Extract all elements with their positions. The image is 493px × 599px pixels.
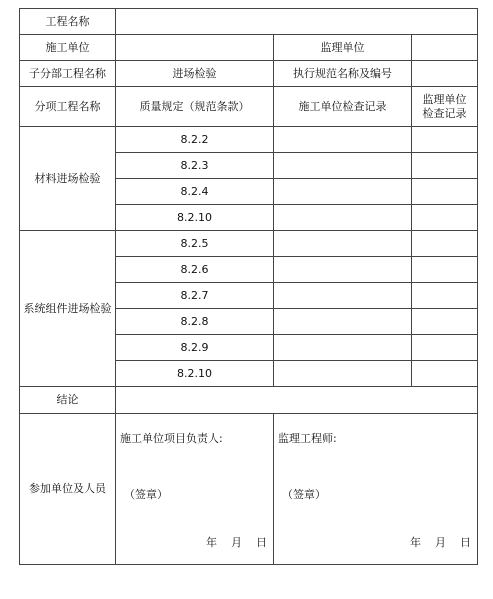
contractor-record-cell[interactable] [274, 283, 412, 309]
contractor-date [206, 536, 267, 550]
clause-cell: 8.2.2 [116, 127, 274, 153]
contractor-signature-cell[interactable] [116, 414, 274, 565]
supervisor-seal-label: （签章） [282, 488, 326, 501]
year-label: 年 [410, 536, 422, 549]
participants-label: 参加单位及人员 [20, 414, 116, 565]
supervisor-record-cell[interactable] [412, 361, 478, 387]
supervisor-engineer-label: 监理工程师: [278, 432, 337, 445]
contractor-record-cell[interactable] [274, 257, 412, 283]
clause-cell: 8.2.9 [116, 335, 274, 361]
supervisor-record-header [412, 87, 478, 127]
contractor-seal-label: （签章） [124, 488, 168, 501]
supervisor-signature-cell[interactable] [274, 414, 478, 565]
item-project-header: 分项工程名称 [20, 87, 116, 127]
day-label: 日 [460, 536, 472, 549]
conclusion-value[interactable] [116, 387, 478, 414]
quality-rule-header: 质量规定（规范条款） [116, 87, 274, 127]
conclusion-row [20, 387, 478, 414]
contractor-record-cell[interactable] [274, 127, 412, 153]
supervisor-record-cell[interactable] [412, 257, 478, 283]
contractor-record-cell[interactable] [274, 231, 412, 257]
supervisor-date [410, 536, 471, 550]
supervisor-unit-label: 监理单位 [274, 35, 412, 61]
inspection-record-form [19, 8, 478, 565]
clause-cell: 8.2.10 [116, 361, 274, 387]
project-name-value[interactable] [116, 9, 478, 35]
clause-cell: 8.2.7 [116, 283, 274, 309]
column-header-row [20, 87, 478, 127]
contractor-value[interactable] [116, 35, 274, 61]
table-row [20, 127, 478, 153]
form-body [20, 9, 478, 565]
signature-row [20, 414, 478, 565]
supervisor-record-cell[interactable] [412, 283, 478, 309]
clause-cell: 8.2.3 [116, 153, 274, 179]
clause-cell: 8.2.5 [116, 231, 274, 257]
supervisor-record-header-line1: 监理单位 [422, 92, 467, 106]
contractor-record-cell[interactable] [274, 179, 412, 205]
contractor-record-header: 施工单位检查记录 [274, 87, 412, 127]
clause-cell: 8.2.8 [116, 309, 274, 335]
conclusion-label: 结论 [20, 387, 116, 414]
supervisor-record-cell[interactable] [412, 127, 478, 153]
contractor-lead-label: 施工单位项目负责人: [120, 432, 223, 445]
supervisor-record-cell[interactable] [412, 231, 478, 257]
supervisor-record-cell[interactable] [412, 335, 478, 361]
sub-project-label: 子分部工程名称 [20, 61, 116, 87]
contractor-label: 施工单位 [20, 35, 116, 61]
table-row [20, 231, 478, 257]
standard-value[interactable] [412, 61, 478, 87]
supervisor-unit-value[interactable] [412, 35, 478, 61]
contractor-record-cell[interactable] [274, 205, 412, 231]
supervisor-record-cell[interactable] [412, 153, 478, 179]
supervisor-record-cell[interactable] [412, 309, 478, 335]
month-label: 月 [231, 536, 242, 549]
supervisor-record-cell[interactable] [412, 205, 478, 231]
group-name-material: 材料进场检验 [20, 127, 116, 231]
contractor-record-cell[interactable] [274, 361, 412, 387]
clause-cell: 8.2.4 [116, 179, 274, 205]
contractor-row [20, 35, 478, 61]
supervisor-record-cell[interactable] [412, 179, 478, 205]
project-name-row [20, 9, 478, 35]
year-label: 年 [206, 536, 217, 549]
group-name-system-component: 系统组件进场检验 [20, 231, 116, 387]
sub-project-value: 进场检验 [116, 61, 274, 87]
contractor-record-cell[interactable] [274, 335, 412, 361]
sub-project-row [20, 61, 478, 87]
supervisor-record-header-line2: 检查记录 [422, 106, 467, 120]
contractor-record-cell[interactable] [274, 309, 412, 335]
contractor-record-cell[interactable] [274, 153, 412, 179]
clause-cell: 8.2.6 [116, 257, 274, 283]
standard-label: 执行规范名称及编号 [274, 61, 412, 87]
project-name-label: 工程名称 [20, 9, 116, 35]
clause-cell: 8.2.10 [116, 205, 274, 231]
day-label: 日 [256, 536, 267, 549]
month-label: 月 [435, 536, 447, 549]
